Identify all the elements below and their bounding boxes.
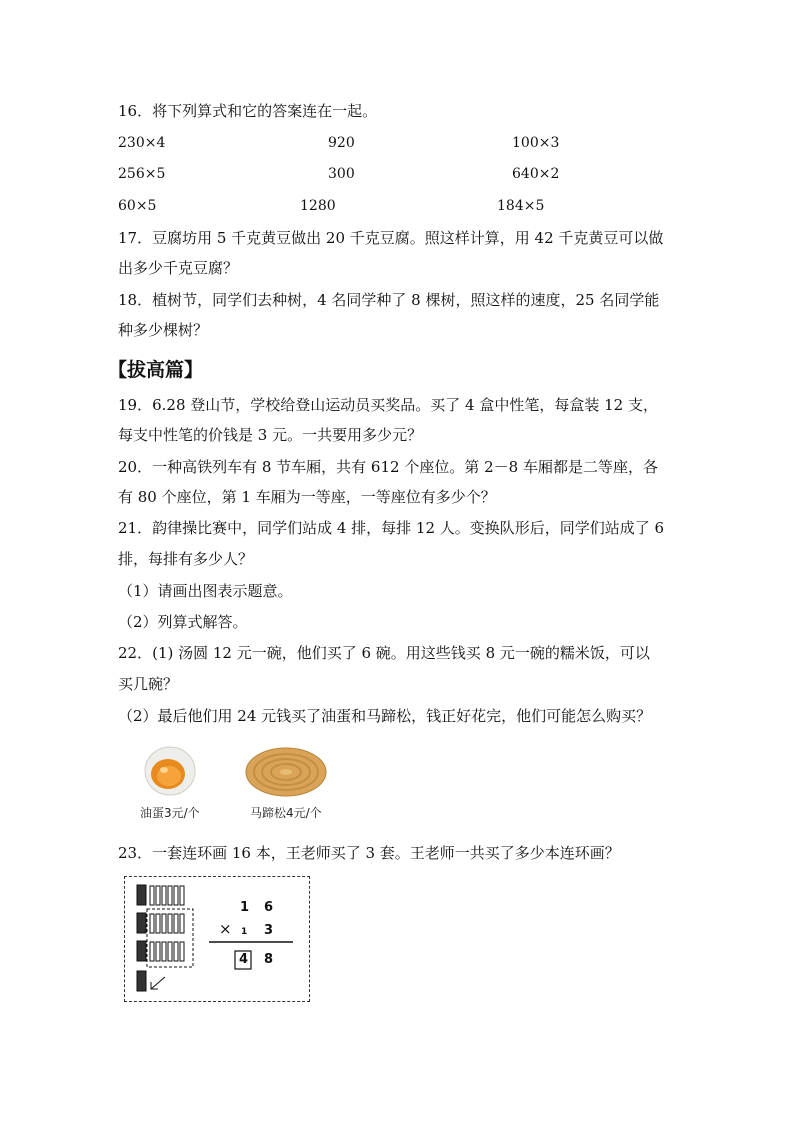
calc-carry: 1 — [241, 927, 248, 937]
q19-line1: 19．6.28 登山节，学校给登山运动员买奖品。买了 4 盒中性笔，每盒装 12 支， — [118, 396, 658, 414]
egg-image — [140, 740, 200, 798]
expr-256x5[interactable]: 256×5 — [118, 166, 166, 182]
q22-line1: 22．(1) 汤圆 12 元一碗，他们买了 6 碗。用这些钱买 8 元一碗的糯米饭，可以 — [118, 644, 650, 662]
expr-60x5[interactable]: 60×5 — [118, 198, 157, 214]
calc-result-tens: 4 — [239, 952, 249, 967]
q23-diagram — [124, 876, 310, 1002]
answer-920[interactable]: 920 — [328, 135, 355, 151]
q20-line1: 20．一种高铁列车有 8 节车厢，共有 612 个座位。第 2－8 车厢都是二等座，各 — [118, 458, 658, 476]
q17-line2: 出多少千克豆腐？ — [118, 259, 239, 277]
egg-label: 油蛋3元/个 — [140, 806, 200, 820]
q21-sub1: （1）请画出图表示题意。 — [118, 582, 293, 600]
q21-line1: 21．韵律操比赛中，同学们站成 4 排，每排 12 人。变换队形后，同学们站成了 6 — [118, 519, 665, 537]
q19-line2: 每支中性笔的价钱是 3 元。一共要用多少元？ — [118, 426, 423, 444]
q23-text: 23．一套连环画 16 本，王老师买了 3 套。王老师一共买了多少本连环画？ — [118, 844, 620, 862]
answer-1280[interactable]: 1280 — [300, 198, 336, 214]
q22-sub2: （2）最后他们用 24 元钱买了油蛋和马蹄松，钱正好花完，他们可能怎么购买？ — [118, 707, 652, 725]
calc-multiplier: 3 — [264, 923, 274, 938]
calc-top-ones: 6 — [264, 900, 274, 915]
q17-line1: 17．豆腐坊用 5 千克黄豆做出 20 千克豆腐。照这样计算，用 42 千克黄豆可以做 — [118, 229, 664, 247]
calc-top-tens: 1 — [240, 900, 250, 915]
q18-line2: 种多少棵树？ — [118, 321, 209, 339]
expr-640x2[interactable]: 640×2 — [512, 166, 560, 182]
cake-label: 马蹄松4元/个 — [250, 806, 322, 820]
expr-230x4[interactable]: 230×4 — [118, 135, 166, 151]
calc-result-ones: 8 — [264, 952, 274, 967]
answer-300[interactable]: 300 — [328, 166, 355, 182]
expr-100x3[interactable]: 100×3 — [512, 135, 560, 151]
expr-184x5[interactable]: 184×5 — [497, 198, 545, 214]
q18-line1: 18．植树节，同学们去种树，4 名同学种了 8 棵树，照这样的速度，25 名同学能 — [118, 291, 660, 309]
q21-sub2: （2）列算式解答。 — [118, 613, 248, 631]
cake-image — [244, 746, 328, 798]
q20-line2: 有 80 个座位，第 1 车厢为一等座，一等座位有多少个？ — [118, 488, 496, 506]
q16-text: 16．将下列算式和它的答案连在一起。 — [118, 102, 378, 120]
calc-times-sign: × — [219, 920, 232, 938]
q22-line2: 买几碗？ — [118, 675, 179, 693]
book-bundles-drawing — [125, 877, 309, 1001]
section-title: 【拔高篇】 — [108, 359, 204, 381]
q21-line2: 排，每排有多少人？ — [118, 550, 254, 568]
